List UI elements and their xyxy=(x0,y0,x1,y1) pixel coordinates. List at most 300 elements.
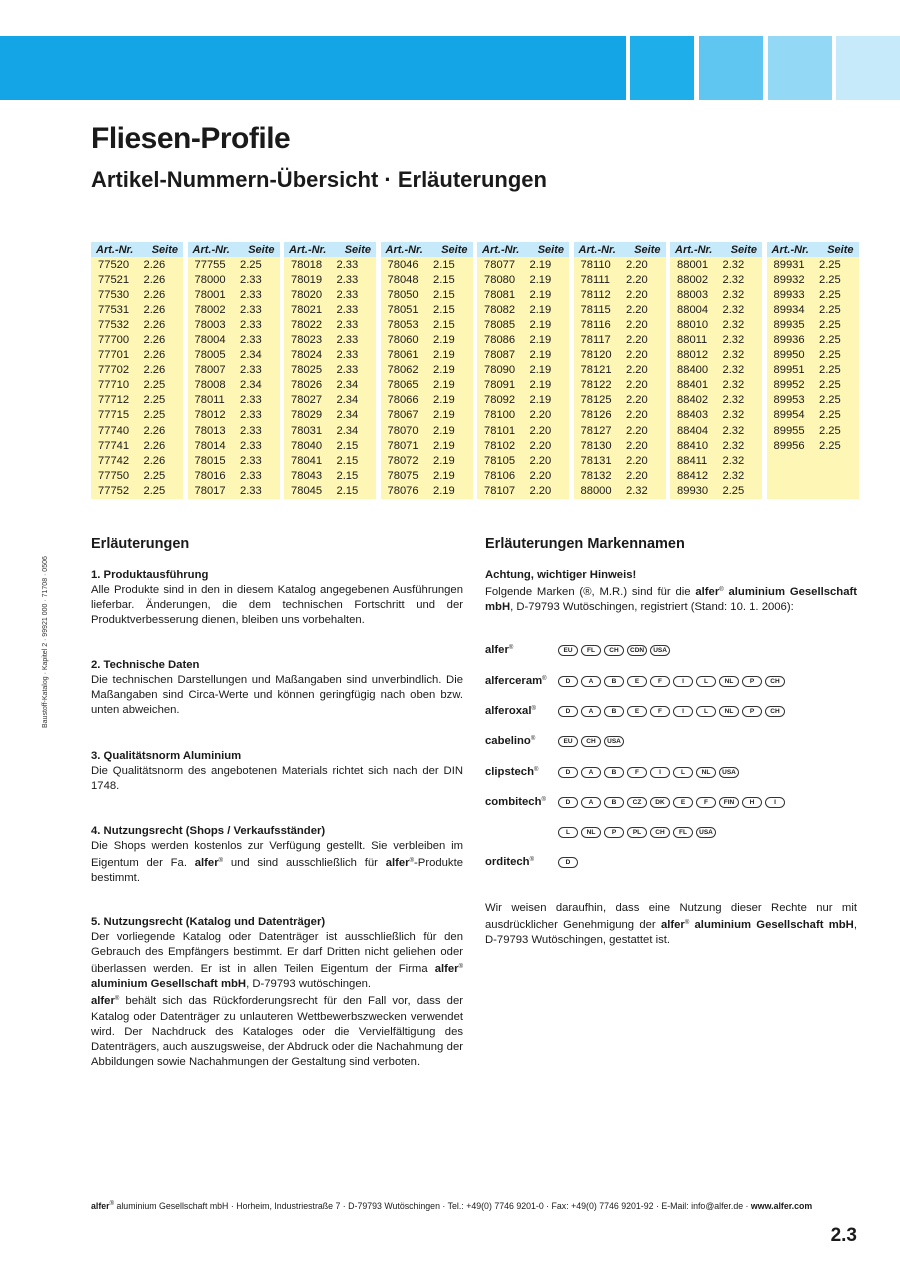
section-3-title: 3. Qualitätsnorm Aluminium xyxy=(91,750,242,762)
country-code-badge: NL xyxy=(696,767,716,778)
article-number: 88401 xyxy=(677,379,709,392)
table-row xyxy=(477,272,569,287)
table-row xyxy=(574,408,666,423)
table-row xyxy=(477,302,569,317)
article-number: 78085 xyxy=(484,318,516,331)
article-number: 78065 xyxy=(387,379,419,392)
article-number: 78015 xyxy=(194,454,226,467)
article-number: 78018 xyxy=(291,258,323,271)
country-code-badge: P xyxy=(604,827,624,838)
table-row xyxy=(188,272,280,287)
country-code-badge: P xyxy=(742,676,762,687)
article-number: 78067 xyxy=(387,409,419,422)
table-row xyxy=(284,468,376,483)
article-number: 78041 xyxy=(291,454,323,467)
country-code-badge: L xyxy=(696,706,716,717)
table-row xyxy=(670,378,762,393)
article-number: 89933 xyxy=(773,288,805,301)
page-reference: 2.34 xyxy=(336,424,359,437)
table-row xyxy=(670,332,762,347)
table-row xyxy=(91,348,183,363)
section-1-text: Alle Produkte sind in den in diesem Katalog angegebenen Ausführungen lieferbar. Änderungen, die dem technischen Fortschritt und der Produktverbesserung dienen, bleiben uns vorbehalten. xyxy=(91,584,463,627)
article-number: 88010 xyxy=(677,318,709,331)
table-row xyxy=(284,423,376,438)
article-number: 78004 xyxy=(194,334,226,347)
country-code-badge: CH xyxy=(650,827,670,838)
brand-alfer: alfer xyxy=(695,586,720,599)
page-reference: 2.25 xyxy=(818,273,841,286)
page-reference: 2.33 xyxy=(336,288,359,301)
country-code-badge: E xyxy=(627,676,647,687)
page-reference: 2.32 xyxy=(722,364,745,377)
article-number: 78102 xyxy=(484,439,516,452)
table-row xyxy=(767,287,859,302)
section-3-text: Die Qualitätsnorm des angebotenen Materials richtet sich nach der DIN 1748. xyxy=(91,765,463,793)
article-number: 88000 xyxy=(580,484,612,497)
page-reference: 2.25 xyxy=(143,379,166,392)
country-code-badge: CH xyxy=(765,676,785,687)
country-code-badge: CDN xyxy=(627,645,647,656)
country-code-badge: B xyxy=(604,767,624,778)
article-number: 78019 xyxy=(291,273,323,286)
article-number: 78051 xyxy=(387,303,419,316)
page-reference: 2.19 xyxy=(432,379,455,392)
table-row xyxy=(767,257,859,272)
country-code-badge: I xyxy=(650,767,670,778)
page-reference: 2.25 xyxy=(239,258,262,271)
section-2-title: 2. Technische Daten xyxy=(91,659,200,671)
table-row xyxy=(188,302,280,317)
page-reference: 2.32 xyxy=(722,258,745,271)
article-number: 78101 xyxy=(484,424,516,437)
page-reference: 2.25 xyxy=(818,288,841,301)
article-number: 78116 xyxy=(580,318,611,331)
table-row xyxy=(574,272,666,287)
column-header-art-nr: Art.-Nr. xyxy=(771,243,809,256)
article-number: 89930 xyxy=(677,484,709,497)
table-row xyxy=(381,363,473,378)
section-2 xyxy=(91,658,463,718)
brand-alfer: alfer xyxy=(91,995,115,1008)
table-row xyxy=(188,378,280,393)
column-header-art-nr: Art.-Nr. xyxy=(675,243,713,256)
country-code-badge: P xyxy=(742,706,762,717)
page-reference: 2.32 xyxy=(722,469,745,482)
article-number: 78115 xyxy=(580,303,611,316)
footer-website-link[interactable]: www.alfer.com xyxy=(750,1201,813,1211)
country-code-badge: FL xyxy=(673,827,693,838)
article-number: 78053 xyxy=(387,318,419,331)
page-reference: 2.34 xyxy=(239,349,262,362)
brand-row xyxy=(485,704,785,718)
page-reference: 2.33 xyxy=(336,334,359,347)
explanations-heading: Erläuterungen xyxy=(91,536,190,552)
article-number: 78110 xyxy=(580,258,611,271)
page-reference: 2.20 xyxy=(529,484,552,497)
table-row xyxy=(574,332,666,347)
page-reference: 2.25 xyxy=(818,424,841,437)
article-number: 88012 xyxy=(677,349,709,362)
table-row xyxy=(188,393,280,408)
table-row xyxy=(670,348,762,363)
article-table-1 xyxy=(91,242,183,499)
page-reference: 2.34 xyxy=(336,379,359,392)
table-row xyxy=(381,408,473,423)
article-number: 78087 xyxy=(484,349,516,362)
table-row xyxy=(767,332,859,347)
table-row xyxy=(670,468,762,483)
table-row xyxy=(670,423,762,438)
page-reference: 2.34 xyxy=(336,394,359,407)
section-4-text: Die Shops werden kostenlos zur Verfügung gestellt. Sie verbleiben im Eigentum der Fa. alfer® und sind ausschließlich für alfer®-Produkte bestimmt. xyxy=(91,840,463,885)
page-reference: 2.15 xyxy=(432,273,455,286)
article-number: 88410 xyxy=(677,439,709,452)
article-number: 78020 xyxy=(291,288,323,301)
brand-alfer: alfer xyxy=(385,857,410,870)
brand-notice-text: Folgende Marken (®, M.R.) sind für die alfer® aluminium Gesellschaft mbH, D-79793 Wutöschingen, registriert (Stand: 10. 1. 2006): xyxy=(485,586,857,614)
table-row xyxy=(670,438,762,453)
table-row xyxy=(91,317,183,332)
article-table-5 xyxy=(477,242,569,499)
article-table-7 xyxy=(670,242,762,499)
table-header xyxy=(188,242,280,257)
page-reference: 2.25 xyxy=(143,484,166,497)
article-number: 88004 xyxy=(677,303,709,316)
page-reference: 2.26 xyxy=(143,273,166,286)
page-reference: 2.15 xyxy=(336,469,359,482)
table-row xyxy=(284,363,376,378)
country-code-badge: FIN xyxy=(719,797,739,808)
country-code-badge: NL xyxy=(719,706,739,717)
article-number: 78002 xyxy=(194,303,226,316)
page-reference: 2.32 xyxy=(722,318,745,331)
table-row xyxy=(381,348,473,363)
table-row xyxy=(574,393,666,408)
table-row xyxy=(574,423,666,438)
article-number: 78023 xyxy=(291,334,323,347)
table-row xyxy=(284,438,376,453)
table-row xyxy=(477,257,569,272)
article-number: 78040 xyxy=(291,439,323,452)
page-reference: 2.19 xyxy=(529,318,552,331)
article-number: 78013 xyxy=(194,424,226,437)
article-number: 78070 xyxy=(387,424,419,437)
table-row xyxy=(670,257,762,272)
country-code-badge: D xyxy=(558,857,578,868)
article-number: 78122 xyxy=(580,379,612,392)
table-row xyxy=(670,363,762,378)
table-row xyxy=(670,453,762,468)
page-reference: 2.19 xyxy=(432,424,455,437)
page-reference: 2.33 xyxy=(239,273,262,286)
page-reference: 2.25 xyxy=(722,484,745,497)
section-3 xyxy=(91,749,463,794)
article-number: 78121 xyxy=(580,364,612,377)
page-reference: 2.25 xyxy=(818,409,841,422)
brand-notice xyxy=(485,568,857,615)
country-code-badge: CH xyxy=(581,736,601,747)
article-number: 78062 xyxy=(387,364,419,377)
header-band-main xyxy=(0,36,626,100)
article-number: 78111 xyxy=(580,273,610,286)
article-number: 78071 xyxy=(387,439,419,452)
table-row xyxy=(188,257,280,272)
section-5-text-1: Der vorliegende Katalog oder Datenträger ist ausschließlich für den Gebrauch des Empfängers bestimmt. Er darf Dritten nicht geliehen oder überlassen werden. Er ist in allen Teilen Eigentum der Firma alfer® aluminium Gesellschaft mbH, D-79793 wutöschingen. xyxy=(91,931,463,991)
page-reference: 2.19 xyxy=(432,394,455,407)
column-header-seite: Seite xyxy=(344,243,371,256)
page-reference: 2.33 xyxy=(336,318,359,331)
table-row xyxy=(477,317,569,332)
article-number: 78112 xyxy=(580,288,611,301)
section-1 xyxy=(91,568,463,628)
article-number: 78105 xyxy=(484,454,516,467)
article-number: 77752 xyxy=(98,484,130,497)
country-code-badge: L xyxy=(673,767,693,778)
page-reference: 2.25 xyxy=(818,318,841,331)
table-row xyxy=(767,423,859,438)
article-number: 77702 xyxy=(98,364,130,377)
article-number: 78029 xyxy=(291,409,323,422)
article-number: 78100 xyxy=(484,409,516,422)
page-reference: 2.32 xyxy=(722,439,745,452)
article-number: 77532 xyxy=(98,318,130,331)
table-row xyxy=(284,272,376,287)
column-header-seite: Seite xyxy=(441,243,468,256)
page-reference: 2.26 xyxy=(143,318,166,331)
page-reference: 2.20 xyxy=(625,258,648,271)
page-reference: 2.34 xyxy=(336,409,359,422)
article-table-6 xyxy=(574,242,666,499)
table-row xyxy=(381,453,473,468)
table-header xyxy=(477,242,569,257)
page-reference: 2.20 xyxy=(529,469,552,482)
section-4-title: 4. Nutzungsrecht (Shops / Verkaufsständer) xyxy=(91,825,326,837)
table-row xyxy=(381,317,473,332)
country-code-badge: F xyxy=(696,797,716,808)
page-reference: 2.26 xyxy=(143,334,166,347)
table-row xyxy=(284,378,376,393)
table-row xyxy=(381,272,473,287)
table-row xyxy=(574,483,666,498)
article-number: 78091 xyxy=(484,379,516,392)
brand-row xyxy=(485,855,578,869)
table-row xyxy=(574,287,666,302)
article-number: 89950 xyxy=(773,349,805,362)
header-band-1 xyxy=(630,36,694,100)
column-header-art-nr: Art.-Nr. xyxy=(578,243,616,256)
footer-contact: alfer® aluminium Gesellschaft mbH · Horheim, Industriestraße 7 · D-79793 Wutöschingen · Tel.: +49(0) 7746 9201-0 · Fax: +49(0) 7746 9201-92 · E-Mail: info@alfer.de · www.alfer.com xyxy=(91,1201,813,1211)
article-number: 78081 xyxy=(484,288,516,301)
brand-row xyxy=(485,765,739,779)
article-number: 78117 xyxy=(580,334,611,347)
article-number: 78000 xyxy=(194,273,226,286)
article-number: 88002 xyxy=(677,273,709,286)
article-number: 77710 xyxy=(98,379,130,392)
table-row xyxy=(284,332,376,347)
table-row xyxy=(574,438,666,453)
article-number: 78050 xyxy=(387,288,419,301)
table-row xyxy=(91,453,183,468)
article-number: 78120 xyxy=(580,349,612,362)
table-row xyxy=(767,483,859,498)
table-row xyxy=(767,317,859,332)
article-number: 78126 xyxy=(580,409,612,422)
page-reference: 2.19 xyxy=(529,258,552,271)
page-reference: 2.19 xyxy=(432,469,455,482)
page-reference: 2.25 xyxy=(818,379,841,392)
section-5 xyxy=(91,915,463,1070)
table-row xyxy=(670,272,762,287)
table-row xyxy=(188,483,280,498)
page-reference: 2.32 xyxy=(722,303,745,316)
page-reference: 2.20 xyxy=(625,394,648,407)
table-row xyxy=(381,468,473,483)
table-row xyxy=(477,438,569,453)
article-number: 88403 xyxy=(677,409,709,422)
article-number: 88402 xyxy=(677,394,709,407)
country-code-badge: NL xyxy=(719,676,739,687)
country-code-badge: CZ xyxy=(627,797,647,808)
article-number: 78011 xyxy=(194,394,225,407)
article-number: 89952 xyxy=(773,379,805,392)
country-code-badge: A xyxy=(581,797,601,808)
table-row xyxy=(767,348,859,363)
country-code-badge: CH xyxy=(604,645,624,656)
country-code-badge: A xyxy=(581,706,601,717)
table-row xyxy=(574,378,666,393)
article-number: 78046 xyxy=(387,258,419,271)
section-4 xyxy=(91,824,463,886)
table-row xyxy=(381,393,473,408)
table-row xyxy=(477,453,569,468)
brand-row xyxy=(485,643,670,657)
column-header-seite: Seite xyxy=(248,243,275,256)
page-reference: 2.32 xyxy=(722,379,745,392)
article-number: 77742 xyxy=(98,454,130,467)
table-row xyxy=(284,302,376,317)
brand-closing-note: Wir weisen daraufhin, dass eine Nutzung dieser Rechte nur mit ausdrücklicher Genehmigung der alfer® aluminium Gesellschaft mbH, D-79793 Wutöschingen, gestattet ist. xyxy=(485,902,857,947)
table-row xyxy=(381,332,473,347)
table-row xyxy=(477,408,569,423)
page-reference: 2.19 xyxy=(432,349,455,362)
page-reference: 2.20 xyxy=(625,318,648,331)
table-row xyxy=(767,302,859,317)
article-number: 78048 xyxy=(387,273,419,286)
table-row xyxy=(188,438,280,453)
article-number: 77712 xyxy=(98,394,130,407)
country-code-badge: F xyxy=(627,767,647,778)
page-reference: 2.15 xyxy=(432,303,455,316)
page-reference: 2.19 xyxy=(529,364,552,377)
article-number: 77741 xyxy=(98,439,130,452)
table-row xyxy=(477,363,569,378)
table-row xyxy=(477,378,569,393)
table-row xyxy=(91,272,183,287)
page-reference: 2.25 xyxy=(818,439,841,452)
page-reference: 2.33 xyxy=(239,469,262,482)
table-row xyxy=(574,363,666,378)
article-number: 78007 xyxy=(194,364,226,377)
page-reference: 2.33 xyxy=(239,364,262,377)
article-number: 88412 xyxy=(677,469,709,482)
column-header-art-nr: Art.-Nr. xyxy=(192,243,230,256)
page-reference: 2.26 xyxy=(143,288,166,301)
article-number: 77521 xyxy=(98,273,130,286)
page-reference: 2.15 xyxy=(336,484,359,497)
table-row xyxy=(284,483,376,498)
page-reference: 2.34 xyxy=(239,379,262,392)
article-number: 89934 xyxy=(773,303,805,316)
article-number: 78076 xyxy=(387,484,419,497)
page-reference: 2.32 xyxy=(722,394,745,407)
table-row xyxy=(284,408,376,423)
page-reference: 2.32 xyxy=(722,288,745,301)
country-code-badge: L xyxy=(558,827,578,838)
table-row xyxy=(284,287,376,302)
table-row xyxy=(477,423,569,438)
page-reference: 2.33 xyxy=(239,454,262,467)
table-row xyxy=(91,393,183,408)
brand-name: alferceram® xyxy=(485,675,547,687)
column-header-seite: Seite xyxy=(151,243,178,256)
table-row xyxy=(477,348,569,363)
brand-alfer: alfer xyxy=(660,919,685,932)
article-number: 88404 xyxy=(677,424,709,437)
page-reference: 2.33 xyxy=(239,394,262,407)
table-row xyxy=(91,287,183,302)
page-reference: 2.20 xyxy=(529,454,552,467)
page-reference: 2.26 xyxy=(143,349,166,362)
header-color-bar xyxy=(0,36,900,100)
table-row xyxy=(574,257,666,272)
page-reference: 2.15 xyxy=(336,439,359,452)
column-header-art-nr: Art.-Nr. xyxy=(482,243,520,256)
table-row xyxy=(284,348,376,363)
page-reference: 2.20 xyxy=(529,409,552,422)
table-row xyxy=(574,317,666,332)
brand-alfer: alfer xyxy=(194,857,219,870)
article-number: 78014 xyxy=(194,439,226,452)
country-code-badge: D xyxy=(558,676,578,687)
page-reference: 2.26 xyxy=(143,439,166,452)
page-reference: 2.19 xyxy=(529,379,552,392)
article-number: 89951 xyxy=(773,364,805,377)
page-subtitle: Artikel-Nummern-Übersicht · Erläuterungen xyxy=(91,167,547,192)
country-code-badge: E xyxy=(673,797,693,808)
table-row xyxy=(188,287,280,302)
article-number: 89954 xyxy=(773,409,805,422)
table-row xyxy=(477,393,569,408)
table-header xyxy=(574,242,666,257)
page-reference: 2.25 xyxy=(818,349,841,362)
page-reference: 2.32 xyxy=(722,349,745,362)
page-reference: 2.33 xyxy=(239,318,262,331)
section-1-title: 1. Produktausführung xyxy=(91,569,209,581)
table-row xyxy=(574,453,666,468)
country-code-badge: E xyxy=(627,706,647,717)
country-code-badge: D xyxy=(558,706,578,717)
country-code-badge: A xyxy=(581,676,601,687)
table-row xyxy=(284,257,376,272)
article-number: 77740 xyxy=(98,424,130,437)
page-title: Fliesen-Profile xyxy=(91,122,291,155)
article-number: 78131 xyxy=(580,454,612,467)
article-number: 78025 xyxy=(291,364,323,377)
brand-name: alferoxal® xyxy=(485,705,536,717)
table-row xyxy=(767,272,859,287)
country-code-badge: F xyxy=(650,676,670,687)
page-reference: 2.32 xyxy=(625,484,648,497)
